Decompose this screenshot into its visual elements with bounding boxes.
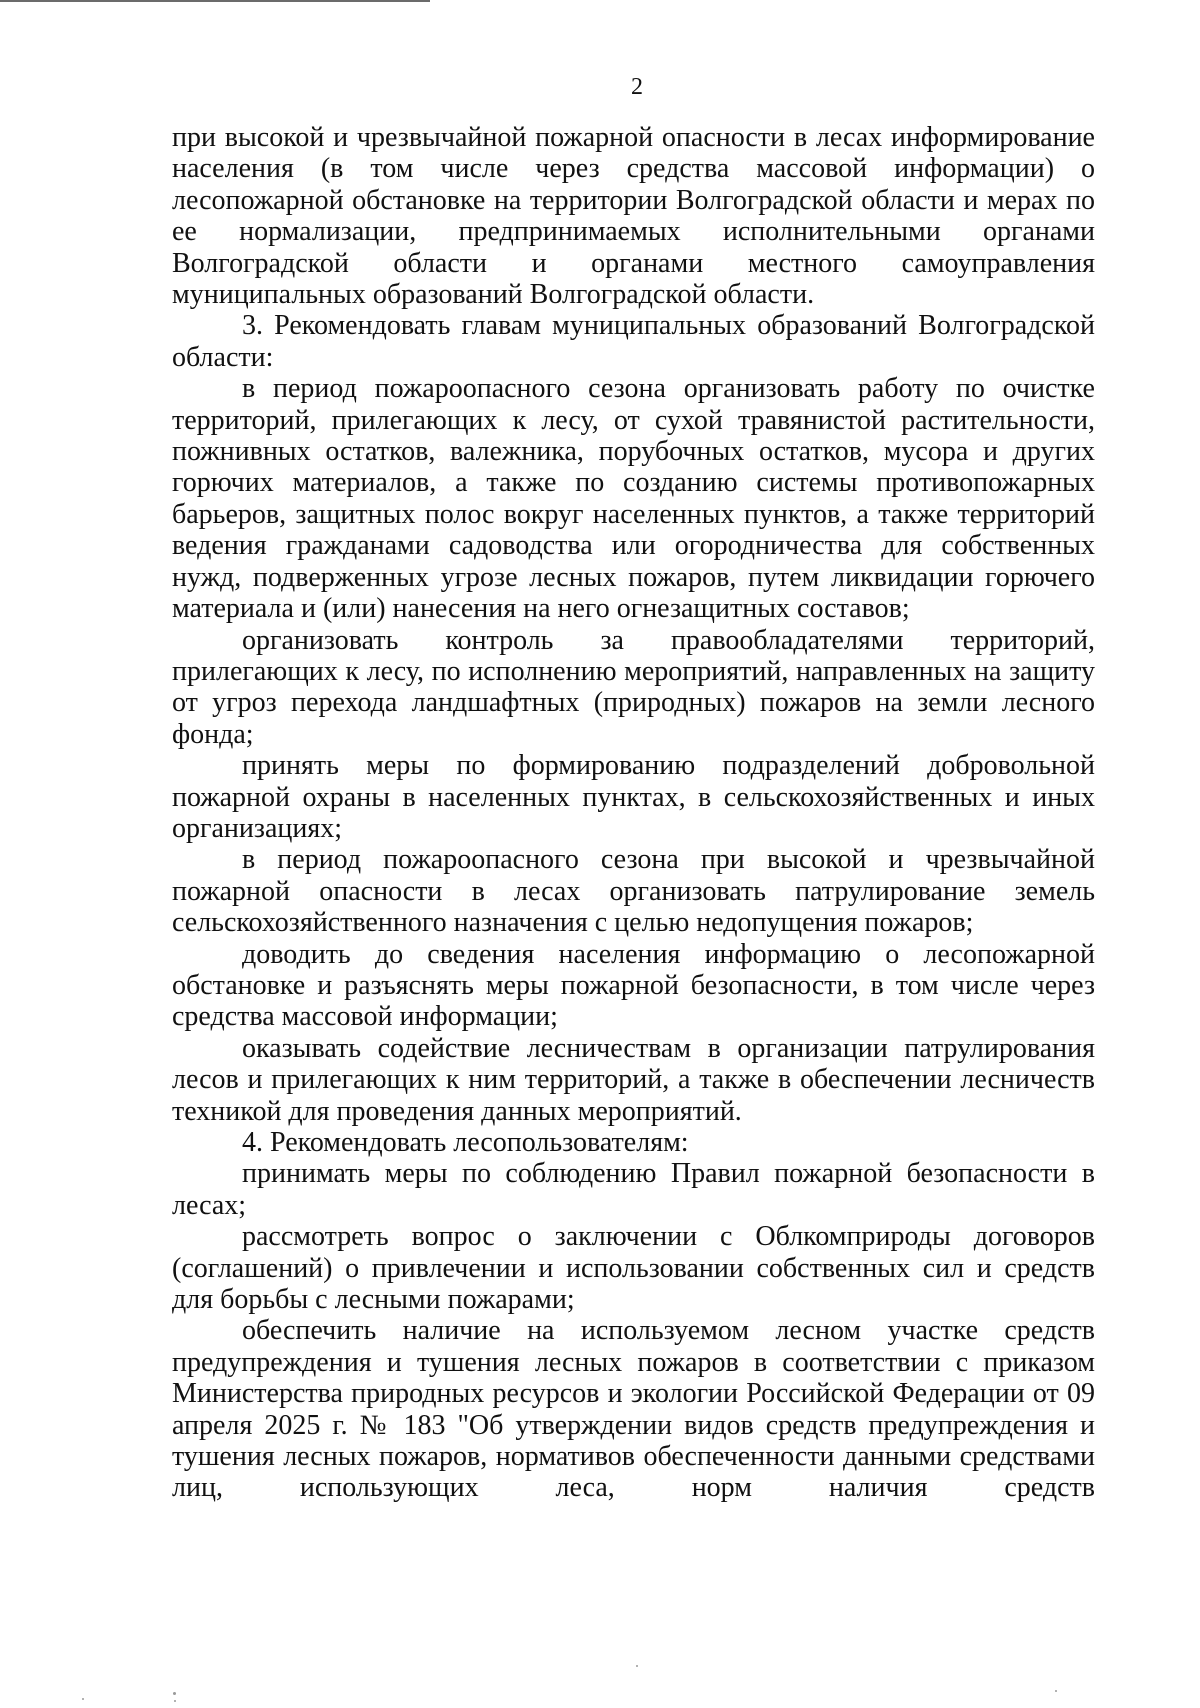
document-body: [172, 122, 1095, 1504]
paragraph-volunteer-fire-units: принять меры по формированию подразделений добровольной пожарной охраны в населенных пунктах, в сельскохозяйственных и иных организациях;: [172, 750, 1095, 844]
scan-speck: [173, 1692, 176, 1695]
scan-speck: [174, 1700, 176, 1702]
page-number: 2: [631, 74, 643, 100]
paragraph-assist-forestries: оказывать содействие лесничествам в организации патрулирования лесов и прилегающих к ним территорий, а также в обеспечении лесничеств техникой для проведения данных мероприятий.: [172, 1032, 1095, 1127]
scan-edge-line: [0, 0, 430, 2]
paragraph-control-owners: организовать контроль за правообладателями территорий, прилегающих к лесу, по исполнению мероприятий, направленных на защиту от угроз перехода ландшафтных (природных) пожаров на земли лесного фонда;: [172, 624, 1095, 750]
paragraph-inform-population: доводить до сведения населения информацию о лесопожарной обстановке и разъяснять меры пожарной безопасности, в том числе через средства массовой информации;: [172, 938, 1095, 1033]
paragraph-section-4-heading: 4. Рекомендовать лесопользователям:: [242, 1127, 689, 1158]
scan-speck: [1055, 1690, 1057, 1692]
paragraph-fire-danger-info: при высокой и чрезвычайной пожарной опасности в лесах информирование населения (в том числе через средства массовой информации) о лесопожарной обстановке на территории Волгоградской области и мерах по ее нормализации, предпринимаемых исполнительными органами Волгоградской области и органами местного самоуправления муниципальных образований Волгоградской области.: [172, 122, 1095, 311]
scan-speck: [636, 1665, 638, 1667]
paragraph-fire-equipment: обеспечить наличие на используемом лесном участке средств предупреждения и тушения лесных пожаров в соответствии с приказом Министерства природных ресурсов и экологии Российской Федерации от 09 апреля 2025 г. № 183 "Об утверждении видов средств предупреждения и тушения лесных пожаров, нормативов обеспеченности данными средствами лиц, использующих леса, норм наличия средств: [172, 1315, 1095, 1504]
paragraph-clear-territories: в период пожароопасного сезона организовать работу по очистке территорий, прилегающих к лесу, от сухой травянистой растительности, пожнивных остатков, валежника, порубочных остатков, мусора и других горючих материалов, а также по созданию системы противопожарных барьеров, защитных полос вокруг населенных пунктов, а также территорий ведения гражданами садоводства или огородничества для собственных нужд, подверженных угрозе лесных пожаров, путем ликвидации горючего материала и (или) нанесения на него огнезащитных составов;: [172, 373, 1095, 625]
scan-speck: [82, 1698, 84, 1700]
paragraph-agreements: рассмотреть вопрос о заключении с Облкомприроды договоров (соглашений) о привлечении и использовании собственных сил и средств для борьбы с лесными пожарами;: [172, 1221, 1095, 1316]
paragraph-patrol-agricultural-lands: в период пожароопасного сезона при высокой и чрезвычайной пожарной опасности в лесах организовать патрулирование земель сельскохозяйственного назначения с целью недопущения пожаров;: [172, 844, 1095, 939]
paragraph-section-3-heading: 3. Рекомендовать главам муниципальных образований Волгоградской области:: [172, 310, 1095, 373]
paragraph-fire-safety-rules: принимать меры по соблюдению Правил пожарной безопасности в лесах;: [172, 1158, 1095, 1221]
